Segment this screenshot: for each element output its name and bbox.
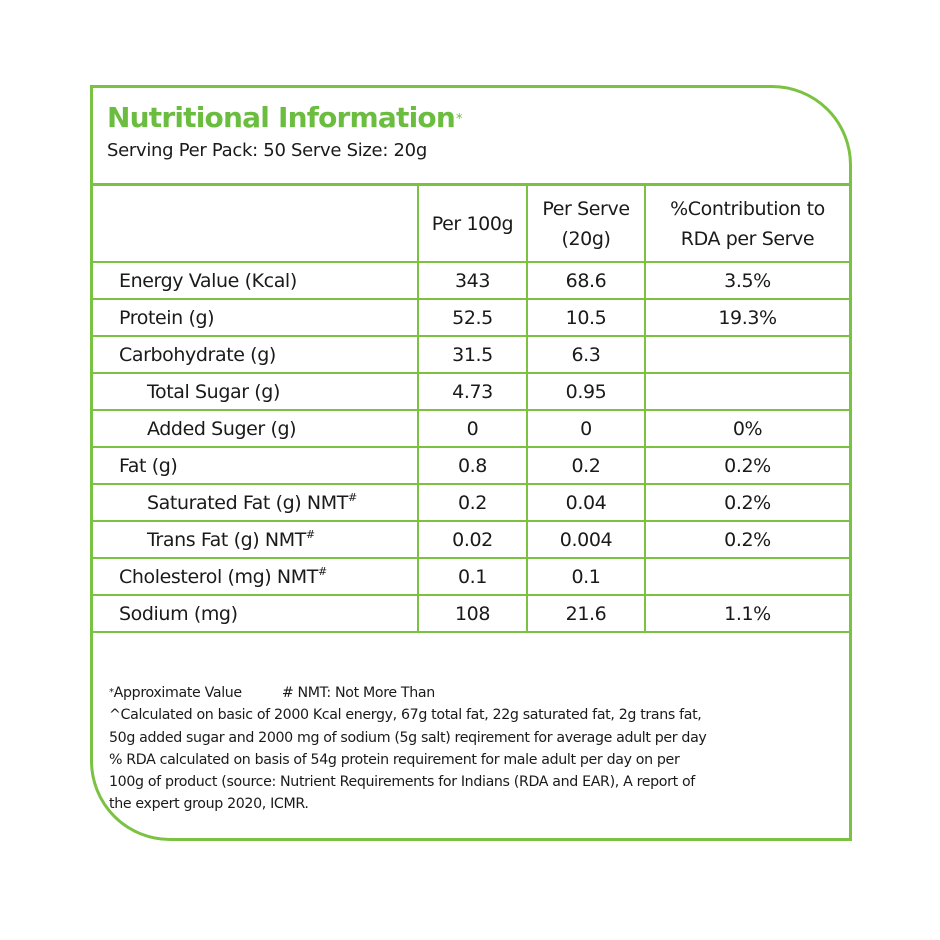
value-per-serve: 21.6 — [527, 595, 645, 632]
value-per-serve: 10.5 — [527, 299, 645, 336]
footnote-nmt: # NMT: Not More Than — [281, 685, 435, 701]
nmt-mark: # — [305, 527, 315, 541]
nutrient-name: Fat (g) — [119, 454, 178, 477]
nutrient-label — [93, 447, 418, 484]
value-per-serve: 0.004 — [527, 521, 645, 558]
title-asterisk: * — [455, 112, 463, 127]
value-per-serve: 6.3 — [527, 336, 645, 373]
value-per-serve: 0.04 — [527, 484, 645, 521]
footnotes — [109, 682, 843, 816]
table-row — [93, 262, 849, 299]
nutrient-name: Added Suger (g) — [147, 417, 297, 440]
nutrition-panel — [90, 85, 852, 841]
table-row — [93, 410, 849, 447]
nutrient-name: Trans Fat (g) NMT — [147, 528, 306, 551]
nutrient-name: Total Sugar (g) — [147, 380, 280, 403]
nutrient-name: Carbohydrate (g) — [119, 343, 276, 366]
table-row — [93, 595, 849, 632]
nutrient-label — [93, 484, 418, 521]
nutrition-rows — [93, 262, 849, 632]
nutrient-name: Protein (g) — [119, 306, 215, 329]
nmt-mark: # — [317, 564, 327, 578]
nutrient-label — [93, 595, 418, 632]
table-row — [93, 373, 849, 410]
value-per-100g: 31.5 — [418, 336, 527, 373]
value-per-100g: 0.02 — [418, 521, 527, 558]
table-row — [93, 558, 849, 595]
value-rda — [645, 373, 849, 410]
header-per-serve: Per Serve (20g) — [527, 185, 645, 263]
nutrient-label — [93, 299, 418, 336]
footnote-line: 100g of product (source: Nutrient Requirements for Indians (RDA and EAR), A report of — [109, 774, 695, 791]
value-rda: 0.2% — [645, 521, 849, 558]
value-per-100g: 343 — [418, 262, 527, 299]
panel-header — [107, 100, 835, 164]
header-rda: %Contribution to RDA per Serve — [645, 185, 849, 263]
nutrient-name: Energy Value (Kcal) — [119, 269, 297, 292]
nutrient-label — [93, 521, 418, 558]
value-per-serve: 68.6 — [527, 262, 645, 299]
value-per-100g: 108 — [418, 595, 527, 632]
table-row — [93, 447, 849, 484]
table-row — [93, 521, 849, 558]
nutrient-name: Cholesterol (mg) NMT — [119, 565, 318, 588]
value-rda — [645, 336, 849, 373]
value-rda: 0% — [645, 410, 849, 447]
footnote-line: the expert group 2020, ICMR. — [109, 796, 309, 813]
value-per-100g: 0 — [418, 410, 527, 447]
footnote-line: 50g added sugar and 2000 mg of sodium (5g salt) reqirement for average adult per day — [109, 729, 707, 746]
value-per-serve: 0.95 — [527, 373, 645, 410]
footnote-approx: Approximate Value — [113, 685, 242, 701]
table-row — [93, 484, 849, 521]
value-per-100g: 0.1 — [418, 558, 527, 595]
nutrient-name: Sodium (mg) — [119, 602, 238, 625]
header-per-100g: Per 100g — [418, 185, 527, 263]
value-per-100g: 0.8 — [418, 447, 527, 484]
value-rda: 0.2% — [645, 447, 849, 484]
table-row — [93, 336, 849, 373]
header-nutrient — [93, 185, 418, 263]
panel-title — [107, 100, 835, 136]
value-rda: 19.3% — [645, 299, 849, 336]
nutrient-label — [93, 336, 418, 373]
value-per-100g: 52.5 — [418, 299, 527, 336]
value-rda: 1.1% — [645, 595, 849, 632]
nutrient-label — [93, 373, 418, 410]
value-per-100g: 0.2 — [418, 484, 527, 521]
approx-mark: * — [109, 687, 114, 698]
nmt-mark: # — [347, 490, 357, 504]
table-row — [93, 299, 849, 336]
footnote-line: ^Calculated on basic of 2000 Kcal energy, 67g total fat, 22g saturated fat, 2g trans fat, — [109, 707, 702, 724]
value-per-serve: 0 — [527, 410, 645, 447]
nutrient-label — [93, 410, 418, 447]
nutrition-table — [93, 183, 849, 633]
footnote-legend — [109, 682, 843, 704]
nutrient-label — [93, 262, 418, 299]
panel-title-text: Nutritional Information — [107, 101, 455, 134]
footnote-line: % RDA calculated on basis of 54g protein requirement for male adult per day on per — [109, 751, 680, 768]
value-per-serve: 0.2 — [527, 447, 645, 484]
nutrient-name: Saturated Fat (g) NMT — [147, 491, 348, 514]
value-rda: 0.2% — [645, 484, 849, 521]
value-rda: 3.5% — [645, 262, 849, 299]
table-header-row — [93, 185, 849, 263]
value-rda — [645, 558, 849, 595]
value-per-serve: 0.1 — [527, 558, 645, 595]
value-per-100g: 4.73 — [418, 373, 527, 410]
serving-info: Serving Per Pack: 50 Serve Size: 20g — [107, 140, 427, 161]
nutrient-label — [93, 558, 418, 595]
